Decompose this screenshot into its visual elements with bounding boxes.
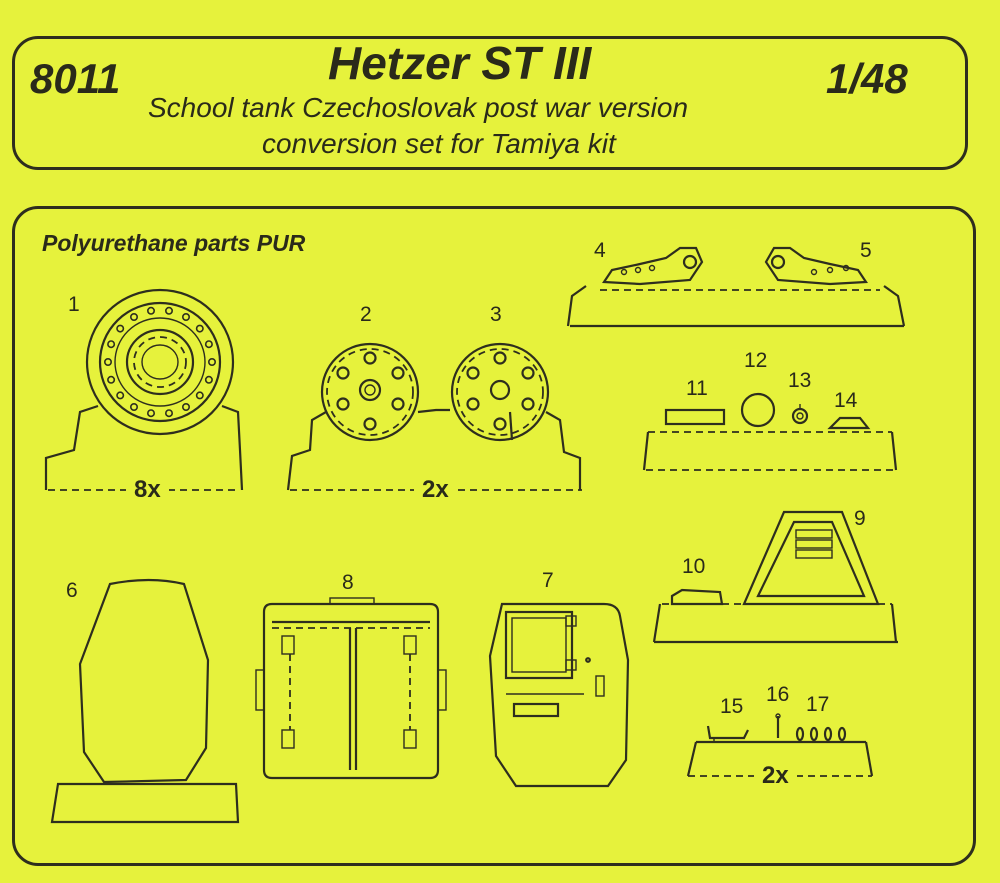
part-number-14: 14: [834, 389, 858, 412]
part-7-front-plate: [490, 604, 628, 786]
part-number-2: 2: [360, 303, 372, 326]
rim-bead: [117, 325, 123, 331]
rim-bead: [108, 377, 114, 383]
rim-bead: [131, 404, 137, 410]
part-number-5: 5: [860, 239, 872, 262]
quantity-wheels: 8x: [126, 478, 169, 502]
part-number-7: 7: [542, 569, 554, 592]
part-5-bracket: [766, 248, 866, 284]
part-number-6: 6: [66, 579, 78, 602]
rim-bead: [183, 404, 189, 410]
rim-bead: [148, 410, 154, 416]
part-10: [672, 590, 722, 604]
part-3-idler-wheel: [452, 344, 548, 440]
product-scale: 1/48: [826, 55, 908, 102]
part-11: [666, 410, 724, 424]
quantity-idlers: 2x: [414, 478, 457, 502]
rim-bead: [197, 392, 203, 398]
part-6-hull-plate: [80, 580, 208, 782]
part-number-15: 15: [720, 695, 744, 718]
rim-bead: [148, 308, 154, 314]
product-code: 8011: [30, 55, 121, 102]
part-number-12: 12: [744, 349, 768, 372]
part-12: [742, 394, 774, 426]
rim-bead: [209, 359, 215, 365]
rim-bead: [105, 359, 111, 365]
part-11-14-sprue: [644, 432, 896, 470]
product-title: Hetzer ST III: [328, 37, 592, 89]
part-17: [797, 728, 845, 740]
quantity-small-parts: 2x: [754, 764, 797, 788]
part-15: [708, 726, 748, 742]
rim-bead: [166, 410, 172, 416]
part-14: [830, 418, 868, 428]
part-9-10-sprue: [654, 604, 898, 642]
part-number-17: 17: [806, 693, 830, 716]
part-number-16: 16: [766, 683, 790, 706]
part-number-13: 13: [788, 369, 812, 392]
part-1-rim-beads: [105, 308, 215, 417]
subtitle-line-1: School tank Czechoslovak post war version: [148, 92, 689, 123]
parts-heading: Polyurethane parts PUR: [42, 230, 306, 256]
part-number-1: 1: [68, 293, 80, 316]
part-4-5-sprue: [568, 286, 904, 326]
rim-bead: [206, 377, 212, 383]
part-number-10: 10: [682, 555, 706, 578]
part-6-sprue: [52, 784, 238, 822]
part-1-road-wheel: [87, 290, 233, 434]
rim-bead: [197, 325, 203, 331]
part-8-hatch-plate: [256, 598, 446, 778]
part-16: [776, 714, 780, 738]
rim-bead: [108, 341, 114, 347]
part-number-3: 3: [490, 303, 502, 326]
part-number-9: 9: [854, 507, 866, 530]
part-number-11: 11: [686, 377, 708, 400]
part-number-4: 4: [594, 239, 606, 262]
rim-bead: [117, 392, 123, 398]
part-4-bracket: [604, 248, 702, 284]
subtitle-line-2: conversion set for Tamiya kit: [262, 128, 616, 159]
rim-bead: [183, 314, 189, 320]
part-13: [793, 404, 807, 423]
part-number-8: 8: [342, 571, 354, 594]
part-2-idler-wheel: [322, 344, 418, 440]
rim-bead: [131, 314, 137, 320]
rim-bead: [206, 341, 212, 347]
rim-bead: [166, 308, 172, 314]
